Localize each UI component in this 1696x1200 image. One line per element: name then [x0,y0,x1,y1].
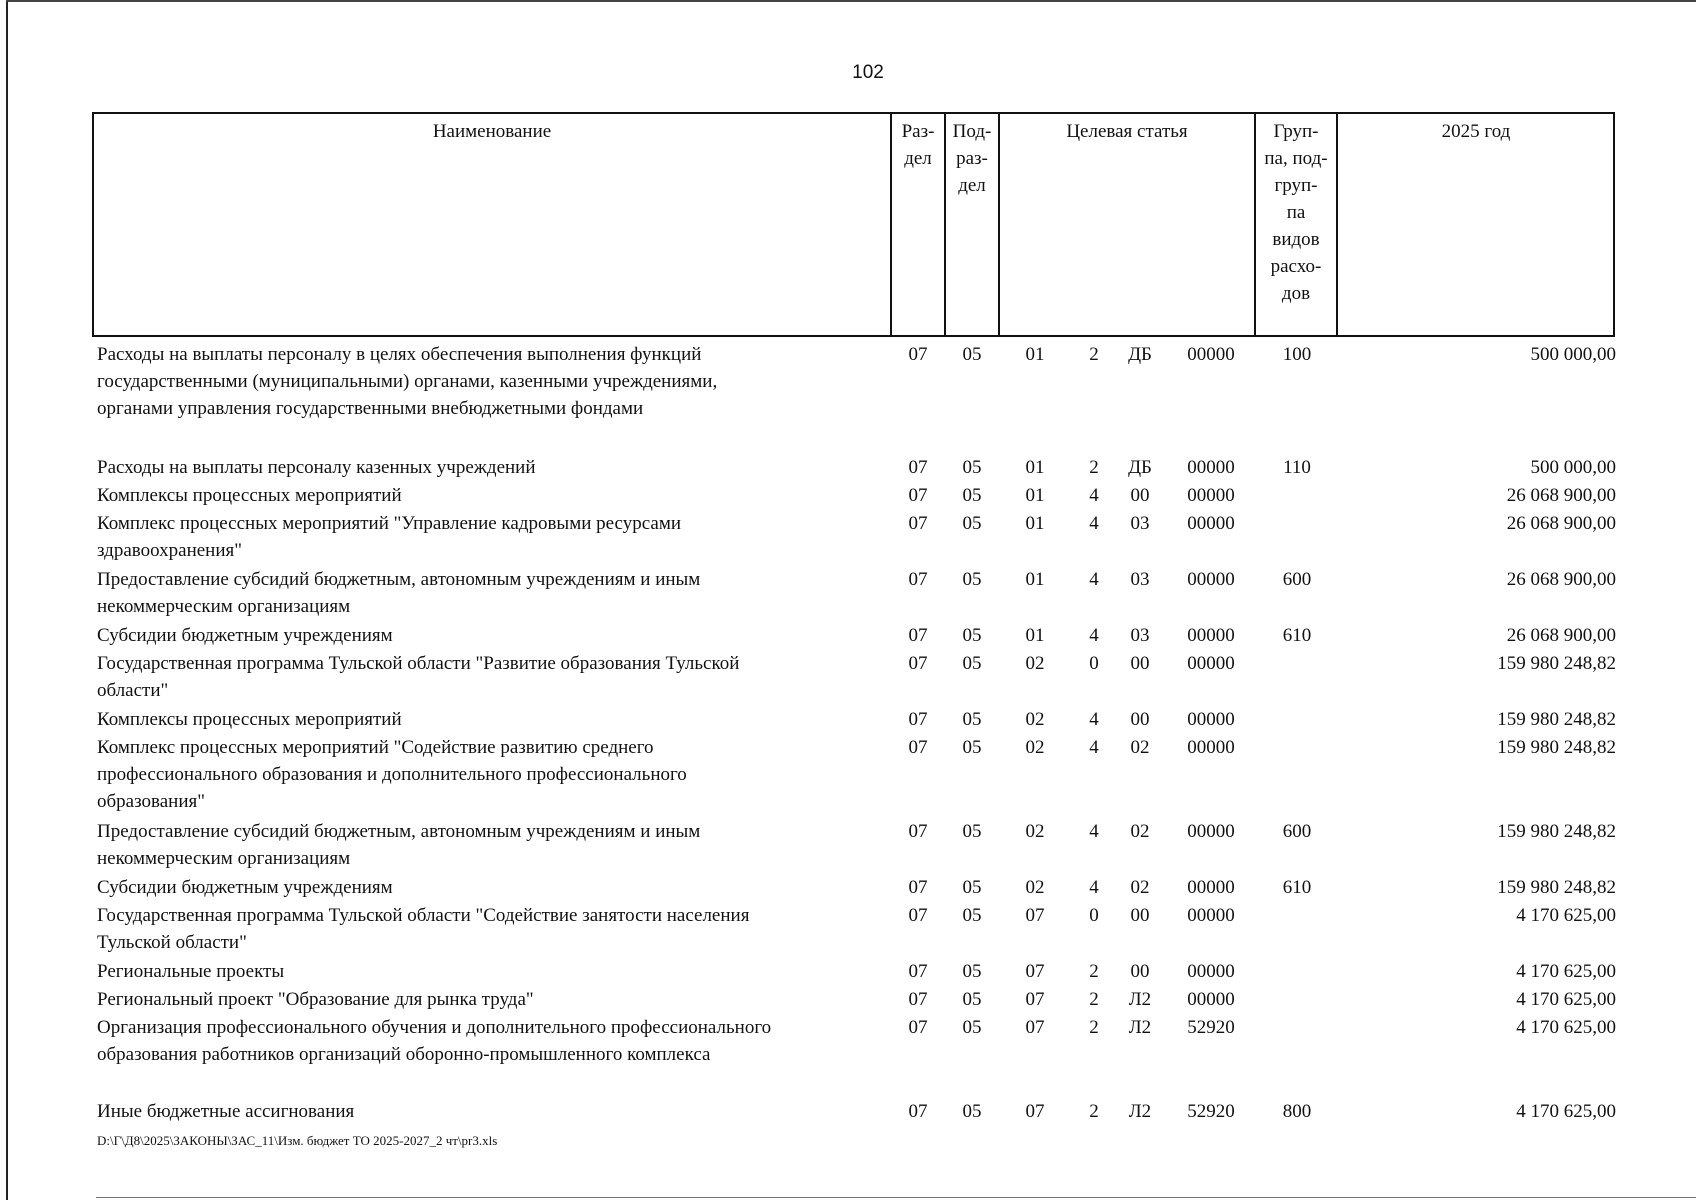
header-year: 2025 год [1441,121,1511,142]
row-name [97,454,877,481]
row-amount: 26 068 900,00 [1506,513,1616,534]
row-amount: 159 980 248,82 [1497,709,1616,730]
header-group-line: расхо- [1270,256,1322,277]
header-group-line: видов [1272,229,1320,250]
page-number: 102 [852,62,884,83]
row-podrazdel: 05 [962,653,982,674]
row-name-line: Предоставление субсидий бюджетным, автономным учреждениям и иным [97,821,701,842]
row-podrazdel: 05 [962,877,982,898]
row-name-line: Государственная программа Тульской области "Развитие образования Тульской [97,653,740,674]
row-name [97,482,877,509]
row-t2: 4 [1089,877,1099,898]
row-name [97,566,877,620]
row-amount: 4 170 625,00 [1516,905,1616,926]
row-podrazdel: 05 [962,1101,982,1122]
row-t1: 01 [1025,569,1045,590]
row-t3: 02 [1130,821,1150,842]
row-name-line: Расходы на выплаты персоналу казенных учреждений [97,457,536,478]
row-name-line: некоммерческим организациям [97,848,351,869]
header-podrazdel-line: дел [958,175,986,196]
row-t1: 01 [1025,485,1045,506]
row-podrazdel: 05 [962,737,982,758]
row-name-line: Организация профессионального обучения и дополнительного профессионального [97,1017,772,1038]
row-razdel: 07 [908,961,928,982]
row-t4: 00000 [1187,513,1235,534]
page-border-bottom [96,1197,1696,1198]
row-t4: 00000 [1187,653,1235,674]
row-amount: 26 068 900,00 [1506,569,1616,590]
row-t2: 2 [1089,1101,1099,1122]
header-group-line: груп- [1274,175,1318,196]
row-name-line: образования" [97,791,205,812]
header-group-line: па [1286,202,1306,223]
row-t1: 02 [1025,653,1045,674]
row-name-line: Тульской области" [97,932,247,953]
row-razdel: 07 [908,1017,928,1038]
row-name [97,650,877,704]
row-name-line: профессионального образования и дополнительного профессионального [97,764,687,785]
header-name: Наименование [432,121,552,142]
row-t3: Л2 [1128,1101,1152,1122]
row-t2: 4 [1089,569,1099,590]
row-t4: 00000 [1187,709,1235,730]
row-name-line: Региональный проект "Образование для рынка труда" [97,989,534,1010]
row-podrazdel: 05 [962,989,982,1010]
row-name [97,986,877,1013]
row-t2: 0 [1089,905,1099,926]
row-t3: ДБ [1128,457,1152,478]
row-name-line: некоммерческим организациям [97,596,351,617]
row-t3: 00 [1130,905,1150,926]
row-t1: 02 [1025,821,1045,842]
page-border-left [6,0,8,1200]
row-t3: 00 [1130,485,1150,506]
row-t4: 00000 [1187,344,1235,365]
row-t4: 00000 [1187,485,1235,506]
row-razdel: 07 [908,513,928,534]
row-t2: 4 [1089,625,1099,646]
row-t2: 2 [1089,457,1099,478]
row-t1: 01 [1025,457,1045,478]
row-name [97,341,877,422]
row-name [97,734,877,815]
row-t1: 07 [1025,1017,1045,1038]
row-razdel: 07 [908,1101,928,1122]
row-amount: 159 980 248,82 [1497,877,1616,898]
row-group: 110 [1283,457,1311,478]
row-t3: 03 [1130,569,1150,590]
row-t2: 4 [1089,513,1099,534]
row-t3: Л2 [1128,1017,1152,1038]
row-t2: 4 [1089,709,1099,730]
row-podrazdel: 05 [962,344,982,365]
row-t4: 00000 [1187,961,1235,982]
header-podrazdel-line: раз- [956,148,988,169]
row-t2: 0 [1089,653,1099,674]
row-t3: 00 [1130,653,1150,674]
row-t1: 07 [1025,961,1045,982]
row-name [97,874,877,901]
row-name-line: органами управления государственными внебюджетными фондами [97,398,644,419]
row-amount: 4 170 625,00 [1516,1101,1616,1122]
row-name [97,958,877,985]
row-t1: 02 [1025,877,1045,898]
row-podrazdel: 05 [962,821,982,842]
row-name-line: государственными (муниципальными) органами, казенными учреждениями, [97,371,718,392]
row-t2: 2 [1089,961,1099,982]
row-name-line: Иные бюджетные ассигнования [97,1101,355,1122]
row-t1: 07 [1025,989,1045,1010]
row-t4: 00000 [1187,457,1235,478]
row-t3: ДБ [1128,344,1152,365]
row-razdel: 07 [908,989,928,1010]
header-podrazdel-line: Под- [952,121,992,142]
row-razdel: 07 [908,344,928,365]
row-t1: 01 [1025,344,1045,365]
row-amount: 500 000,00 [1530,457,1616,478]
row-name [97,622,877,649]
header-razdel-line: Раз- [901,121,935,142]
row-t1: 07 [1025,905,1045,926]
header-group-line: дов [1281,283,1311,304]
row-name-line: Субсидии бюджетным учреждениям [97,625,393,646]
row-amount: 159 980 248,82 [1497,821,1616,842]
row-group: 610 [1282,877,1312,898]
row-t4: 00000 [1187,625,1235,646]
row-t4: 00000 [1187,905,1235,926]
row-t3: 00 [1130,961,1150,982]
header-group-line: па, под- [1264,148,1328,169]
row-t3: 02 [1130,737,1150,758]
row-group: 100 [1282,344,1312,365]
header-divider [998,112,1000,337]
row-t4: 52920 [1187,1101,1235,1122]
row-name-line: образования работников организаций оборонно-промышленного комплекса [97,1044,711,1065]
row-amount: 26 068 900,00 [1506,485,1616,506]
row-t3: 00 [1130,709,1150,730]
row-group: 800 [1282,1101,1312,1122]
row-amount: 4 170 625,00 [1516,1017,1616,1038]
row-name-line: Комплекс процессных мероприятий "Содействие развитию среднего [97,737,654,758]
row-t4: 00000 [1187,569,1235,590]
row-name [97,510,877,564]
row-razdel: 07 [908,905,928,926]
row-group: 600 [1282,569,1312,590]
row-t3: 02 [1130,877,1150,898]
page-border-top [6,0,1696,2]
row-razdel: 07 [908,821,928,842]
row-name-line: Субсидии бюджетным учреждениям [97,877,393,898]
row-t2: 2 [1089,989,1099,1010]
row-razdel: 07 [908,653,928,674]
header-razdel-line: дел [904,148,932,169]
row-name-line: Предоставление субсидий бюджетным, автономным учреждениям и иным [97,569,701,590]
row-razdel: 07 [908,625,928,646]
row-podrazdel: 05 [962,709,982,730]
row-razdel: 07 [908,485,928,506]
row-razdel: 07 [908,569,928,590]
row-amount: 159 980 248,82 [1497,737,1616,758]
header-group-line: Груп- [1273,121,1319,142]
row-t3: 03 [1130,513,1150,534]
row-t4: 00000 [1187,877,1235,898]
row-podrazdel: 05 [962,625,982,646]
header-group [1256,118,1336,307]
row-name-line: Комплексы процессных мероприятий [97,709,402,730]
row-name-line: Государственная программа Тульской области "Содействие занятости населения [97,905,750,926]
row-name [97,818,877,872]
row-name-line: Региональные проекты [97,961,285,982]
row-podrazdel: 05 [962,1017,982,1038]
row-name [97,706,877,733]
row-name [97,902,877,956]
row-group: 600 [1282,821,1312,842]
row-t2: 4 [1089,485,1099,506]
row-razdel: 07 [908,877,928,898]
footer-file-path: D:\Г\Д8\2025\ЗАКОНЫ\ЗАС_11\Изм. бюджет ТО 2025-2027_2 чт\pr3.xls [97,1133,498,1148]
row-amount: 159 980 248,82 [1497,653,1616,674]
header-razdel [892,118,944,172]
row-t2: 2 [1089,344,1099,365]
row-razdel: 07 [908,737,928,758]
row-name [97,1014,877,1068]
row-t2: 4 [1089,821,1099,842]
row-t2: 4 [1089,737,1099,758]
row-podrazdel: 05 [962,485,982,506]
header-podrazdel [946,118,998,199]
row-name-line: Расходы на выплаты персоналу в целях обеспечения выполнения функций [97,344,702,365]
row-razdel: 07 [908,709,928,730]
row-amount: 500 000,00 [1530,344,1616,365]
row-group: 610 [1282,625,1312,646]
row-t1: 02 [1025,709,1045,730]
row-t4: 52920 [1187,1017,1235,1038]
row-t1: 01 [1025,513,1045,534]
row-podrazdel: 05 [962,961,982,982]
row-podrazdel: 05 [962,457,982,478]
header-target: Целевая статья [1066,121,1188,142]
row-podrazdel: 05 [962,905,982,926]
row-amount: 4 170 625,00 [1516,989,1616,1010]
row-name-line: здравоохранения" [97,540,242,561]
row-razdel: 07 [908,457,928,478]
row-t1: 07 [1025,1101,1045,1122]
row-amount: 4 170 625,00 [1516,961,1616,982]
row-podrazdel: 05 [962,513,982,534]
header-divider [1336,112,1338,337]
row-t2: 2 [1089,1017,1099,1038]
row-podrazdel: 05 [962,569,982,590]
row-t1: 01 [1025,625,1045,646]
row-t3: Л2 [1128,989,1152,1010]
row-t4: 00000 [1187,989,1235,1010]
row-name-line: области" [97,680,169,701]
row-name [97,1098,877,1125]
row-t1: 02 [1025,737,1045,758]
row-t4: 00000 [1187,737,1235,758]
row-t4: 00000 [1187,821,1235,842]
table-header [92,112,1615,337]
row-amount: 26 068 900,00 [1506,625,1616,646]
row-t3: 03 [1130,625,1150,646]
row-name-line: Комплекс процессных мероприятий "Управление кадровыми ресурсами [97,513,682,534]
row-name-line: Комплексы процессных мероприятий [97,485,402,506]
